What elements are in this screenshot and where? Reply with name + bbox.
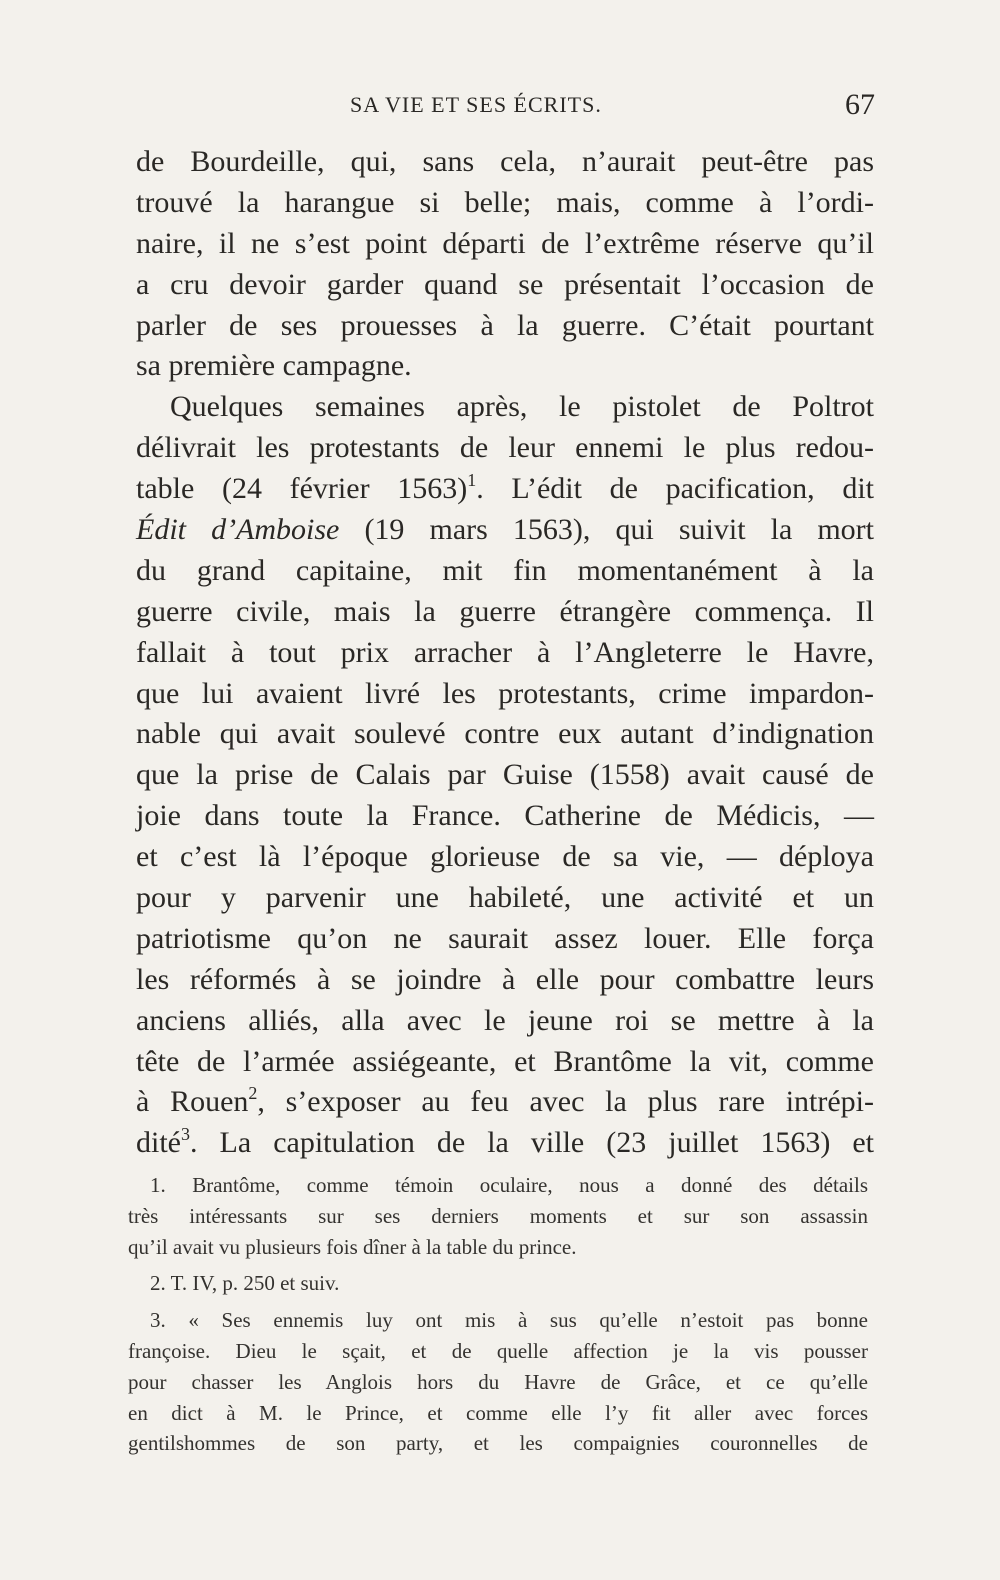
text-line	[136, 469, 874, 510]
text-segment: , s’exposer au feu avec la plus rare intrépi-	[257, 1085, 874, 1119]
page-header	[135, 88, 875, 128]
footnote-line: 2. T. IV, p. 250 et suiv.	[150, 1271, 340, 1296]
footnote-ref-1: 1	[467, 470, 477, 491]
footnote-line: qu’il avait vu plusieurs fois dîner à la table du prince.	[128, 1234, 577, 1259]
text-line: patriotisme qu’on ne saurait assez louer. Elle força	[136, 921, 874, 955]
text-line: que lui avaient livré les protestants, crime impardon-	[136, 676, 874, 710]
text-line: guerre civile, mais la guerre étrangère commença. Il	[136, 594, 874, 628]
text-line: nable qui avait soulevé contre eux autant d’indignation	[136, 717, 874, 751]
footnote-line: 1. Brantôme, comme témoin oculaire, nous a donné des détails	[150, 1173, 868, 1197]
text-line: trouvé la harangue si belle; mais, comme à l’ordi-	[136, 185, 874, 219]
main-text	[136, 142, 874, 1164]
text-line: joie dans toute la France. Catherine de Médicis, —	[136, 799, 874, 833]
text-line	[136, 1123, 874, 1164]
text-line: sa première campagne.	[136, 349, 412, 383]
text-segment: . L’édit de pacification, dit	[476, 472, 875, 506]
text-line	[136, 510, 874, 551]
text-line: tête de l’armée assiégeante, et Brantôme la vit, comme	[136, 1044, 874, 1078]
text-line: de Bourdeille, qui, sans cela, n’aurait peut-être pas	[136, 145, 874, 178]
text-line: que la prise de Calais par Guise (1558) avait causé de	[136, 758, 874, 792]
text-line: fallait à tout prix arracher à l’Angleterre le Havre,	[136, 635, 874, 669]
footnote-line: 3. « Ses ennemis luy ont mis à sus qu’elle n’estoit pas bonne	[150, 1308, 868, 1333]
running-head: SA VIE ET SES ÉCRITS.	[350, 92, 602, 117]
text-line	[136, 1082, 874, 1123]
text-line: délivrait les protestants de leur ennemi le plus redou-	[136, 431, 874, 465]
text-segment: . La capitulation de la ville (23 juillet 1563) et	[190, 1126, 874, 1160]
text-segment: à Rouen	[136, 1085, 249, 1119]
text-line: et c’est là l’époque glorieuse de sa vie, — déploya	[136, 840, 874, 874]
footnote-line: en dict à M. le Prince, et comme elle l’y fit aller avec forces	[128, 1400, 868, 1425]
text-line: Quelques semaines après, le pistolet de Poltrot	[170, 390, 874, 424]
text-line: les réformés à se joindre à elle pour combattre leurs	[136, 962, 874, 996]
text-line: naire, il ne s’est point départi de l’extrême réserve qu’il	[136, 226, 874, 260]
footnote-ref-3: 3	[181, 1124, 190, 1145]
footnotes	[128, 1170, 868, 1459]
italic-title: Édit d’Amboise	[136, 513, 340, 547]
page-number: 67	[845, 88, 875, 121]
footnote-ref-2: 2	[248, 1083, 258, 1104]
text-segment: table (24 février 1563)	[136, 472, 468, 506]
text-line: du grand capitaine, mit fin momentanément à la	[136, 553, 874, 587]
footnote-line: très intéressants sur ses derniers moments et sur son assassin	[128, 1203, 868, 1228]
text-line: parler de ses prouesses à la guerre. C’était pourtant	[136, 308, 874, 342]
text-segment: (19 mars 1563), qui suivit la mort	[339, 513, 874, 547]
text-line: pour y parvenir une habileté, une activité et un	[136, 881, 874, 915]
footnote-line: pour chasser les Anglois hors du Havre de Grâce, et ce qu’elle	[128, 1369, 868, 1394]
text-line: anciens alliés, alla avec le jeune roi se mettre à la	[136, 1003, 874, 1037]
text-line: a cru devoir garder quand se présentait l’occasion de	[136, 267, 874, 301]
text-segment: dité	[136, 1126, 181, 1160]
footnote-line: françoise. Dieu le sçait, et de quelle affection je la vis pousser	[128, 1338, 868, 1363]
footnote-line: gentilshommes de son party, et les compaignies couronnelles de	[128, 1431, 868, 1456]
